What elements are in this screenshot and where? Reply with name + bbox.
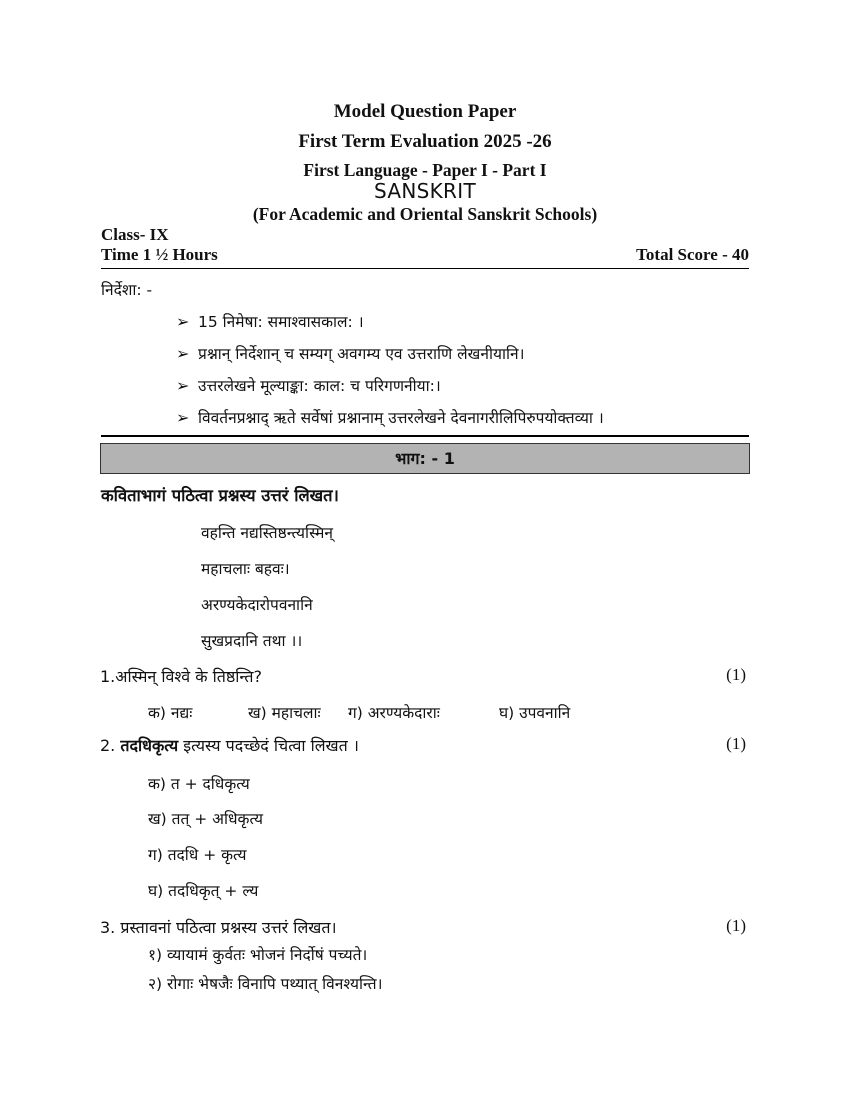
question-2-keyword: तदधिकृत्य (120, 736, 179, 755)
verse-line: महाचलाः बहवः। (201, 560, 290, 578)
divider (101, 268, 749, 269)
question-1-option: ख) महाचलाः (248, 704, 321, 722)
class-label: Class- IX (101, 225, 169, 244)
question-2-option: क) त + दधिकृत्य (148, 775, 250, 793)
exam-title: First Term Evaluation 2025 -26 (298, 131, 552, 152)
section-prompt: कविताभागं पठित्वा प्रश्नस्य उत्तरं लिखत। (101, 486, 339, 505)
question-2-option: ग) तदधि + कृत्य (148, 846, 247, 864)
section-header: भाग: - 1 (100, 443, 750, 474)
instruction-item: ➢ विवर्तनप्रश्नाद् ऋते सर्वेषां प्रश्नानाम् उत्तरलेखने देवनागरीलिपिरुपयोक्तव्या । (176, 408, 604, 427)
schools-note: (For Academic and Oriental Sanskrit Schools) (252, 204, 598, 224)
question-2-option: घ) तदधिकृत् + ल्य (148, 882, 259, 900)
question-3-mark: (1) (726, 916, 746, 935)
instructions-title: निर्देशा: - (101, 281, 153, 299)
verse-line: वहन्ति नद्यस्तिष्ठन्त्यस्मिन् (201, 524, 333, 542)
question-1-option: घ) उपवनानि (499, 704, 571, 722)
question-2-option: ख) तत् + अधिकृत्य (148, 810, 263, 828)
verse-line: सुखप्रदानि तथा ।। (201, 632, 303, 650)
instruction-item: ➢ उत्तरलेखने मूल्याङ्का: काल: च परिगणनीया:। (176, 376, 441, 395)
arrow-bullet-icon: ➢ (176, 312, 190, 331)
instruction-item: ➢ प्रश्नान् निर्देशान् च सम्यग् अवगम्य एव उत्तराणि लेखनीयानि। (176, 344, 525, 363)
verse-line: अरण्यकेदारोपवनानि (201, 596, 313, 614)
question-3-line: २) रोगाः भेषजैः विनापि पथ्यात् विनश्यन्ति। (148, 975, 383, 993)
question-1-mark: (1) (726, 665, 746, 684)
paper-part: First Language - Paper I - Part I (303, 160, 547, 180)
arrow-bullet-icon: ➢ (176, 376, 190, 395)
question-1-option: क) नद्यः (148, 704, 193, 722)
subject-title: SANSKRIT (374, 179, 476, 203)
question-3-text: 3. प्रस्तावनां पठित्वा प्रश्नस्य उत्तरं लिखत। (100, 918, 337, 937)
question-3-line: १) व्यायामं कुर्वतः भोजनं निर्दोषं पच्यते। (148, 946, 368, 964)
instruction-item: ➢ 15 निमेषा: समाश्वासकाल: । (176, 312, 364, 331)
arrow-bullet-icon: ➢ (176, 408, 190, 427)
arrow-bullet-icon: ➢ (176, 344, 190, 363)
divider (101, 435, 749, 437)
question-2-mark: (1) (726, 734, 746, 753)
question-2-text: 2. तदधिकृत्य इत्यस्य पदच्छेदं चित्वा लिखत । (100, 736, 359, 755)
paper-title: Model Question Paper (333, 101, 517, 122)
question-1-option: ग) अरण्यकेदाराः (348, 704, 440, 722)
total-score-label: Total Score - 40 (636, 245, 749, 264)
question-1-text: 1.अस्मिन् विश्वे के तिष्ठन्ति? (100, 667, 262, 686)
time-label: Time 1 ½ Hours (101, 245, 218, 264)
